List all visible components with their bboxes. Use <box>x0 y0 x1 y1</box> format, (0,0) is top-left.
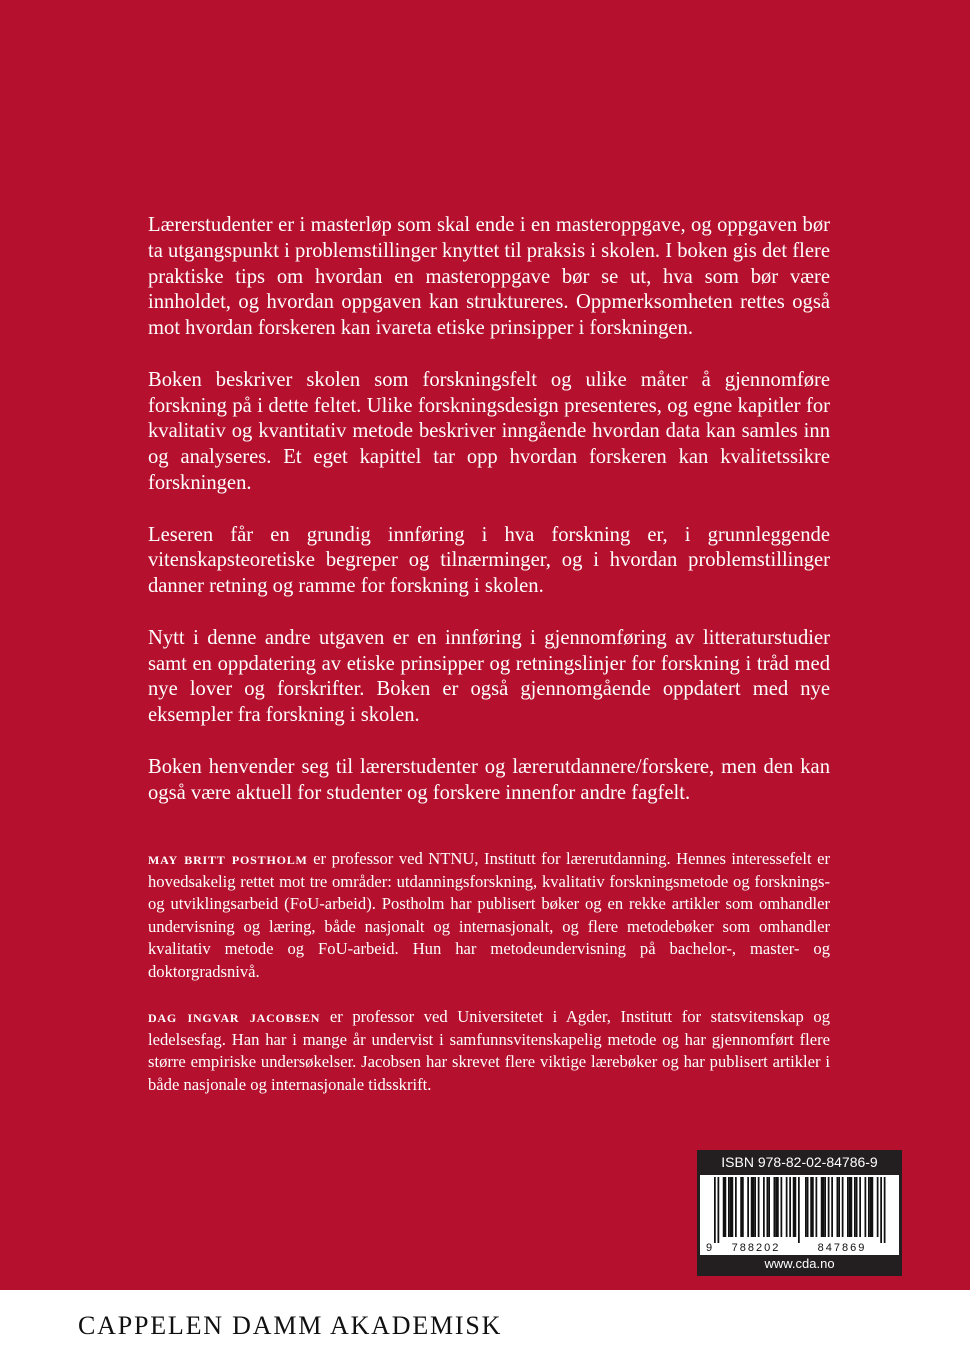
author-bios <box>148 848 830 1119</box>
barcode-bar <box>872 1177 874 1237</box>
publisher-logo: CAPPELEN DAMM AKADEMISK <box>78 1311 503 1340</box>
barcode-bar <box>837 1177 839 1237</box>
barcode-bar <box>742 1177 744 1237</box>
barcode-bar <box>753 1177 755 1237</box>
barcode-bar <box>781 1177 783 1237</box>
isbn-label: ISBN 978-82-02-84786-9 <box>721 1154 878 1170</box>
barcode-bar <box>754 1177 756 1237</box>
author-bio <box>148 1006 830 1096</box>
blurb-paragraph: Boken beskriver skolen som forskningsfelt og ulike måter å gjennomføre forskning på i dette feltet. Ulike forskningsdesign presenteres, og egne kapitler for kvalitativ og kvantitativ metode beskriver inngående hvordan data kan samles inn og analyseres. Et eget kapittel tar opp hvordan forskeren kan kvalitetssikre forskningen. <box>148 368 830 494</box>
barcode-bar <box>723 1177 725 1237</box>
barcode-bar <box>884 1177 886 1243</box>
barcode-bar <box>824 1177 826 1237</box>
barcode-bar <box>877 1177 879 1237</box>
barcode-digits-left: 788202 <box>731 1242 781 1254</box>
barcode-bar <box>793 1177 795 1237</box>
barcode-bar <box>740 1177 742 1237</box>
author-name: dag ingvar jacobsen <box>148 1007 321 1027</box>
barcode-bar <box>789 1177 791 1237</box>
barcode-bar <box>849 1177 851 1237</box>
barcode-bar <box>763 1177 765 1237</box>
barcode-digit-lead: 9 <box>706 1242 713 1254</box>
barcode-bar <box>786 1177 788 1237</box>
barcode-bar <box>854 1177 856 1237</box>
barcode-bar <box>777 1177 779 1237</box>
blurb-paragraph: Lærerstudenter er i masterløp som skal ende i en masteroppgave, og oppgaven bør ta utgangspunkt i problemstillinger knyttet til praksis i skolen. I boken gis det flere praktiske tips om hvordan en masteroppgave bør se ut, hva som bør være innholdet, og hvordan oppgaven kan struktureres. Oppmerksomheten rettes også mot hvordan forskeren kan ivareta etiske prinsipper i forskningen. <box>148 214 830 340</box>
blurb-paragraph: Nytt i denne andre utgaven er en innføring i gjennomføring av litteraturstudier samt en oppdatering av etiske prinsipper og retningslinjer for forskning i tråd med nye lover og forskrifter. Boken er også gjennomgående oppdatert med nye eksempler fra forskning i skolen. <box>148 626 830 727</box>
barcode-bar <box>807 1177 809 1237</box>
barcode-bar <box>831 1177 833 1237</box>
author-bio-text: er professor ved NTNU, Institutt for lærerutdanning. Hennes interessefelt er hovedsakelig rettet mot tre områder: utdanningsforskning, kvalitativ forskningsmetode og forsknings- og utviklingsarbeid (FoU-arbeid). Postholm har publisert bøker og en rekke artikler som omhandler undervisning og læring, både nasjonalt og internasjonalt, og flere metodebøker som omhandler kvalitativ metode og FoU-arbeid. Hun har metodeundervisning på bachelor-, master- og doktorgradsnivå. <box>148 849 830 981</box>
barcode-bar <box>767 1177 769 1237</box>
barcode-bar <box>747 1177 749 1237</box>
author-bio <box>148 848 830 984</box>
barcode-bar <box>751 1177 753 1237</box>
barcode-bar <box>838 1177 840 1237</box>
barcode-digits-right: 847869 <box>817 1242 867 1254</box>
barcode-bar <box>859 1177 861 1237</box>
barcode <box>700 1175 899 1255</box>
cover-blurb <box>148 213 830 832</box>
barcode-bar <box>758 1177 760 1237</box>
barcode-bar <box>718 1177 720 1243</box>
barcode-bar <box>823 1177 825 1237</box>
barcode-bar <box>816 1177 818 1237</box>
barcode-bar <box>870 1177 872 1237</box>
barcode-bar <box>768 1177 770 1237</box>
barcode-bar <box>821 1177 823 1237</box>
barcode-bar <box>868 1177 870 1237</box>
publisher-url: www.cda.no <box>764 1256 835 1271</box>
barcode-bar <box>725 1177 727 1237</box>
barcode-bar <box>795 1177 797 1237</box>
blurb-paragraph: Boken henvender seg til lærerstudenter og lærerutdannere/forskere, men den kan også være aktuell for studenter og forskere innenfor andre fagfelt. <box>148 755 830 804</box>
barcode-bar <box>880 1177 882 1243</box>
barcode-bar <box>810 1177 812 1237</box>
barcode-bar <box>774 1177 776 1237</box>
barcode-bar <box>812 1177 814 1237</box>
barcode-bar <box>856 1177 858 1237</box>
barcode-bar <box>732 1177 734 1237</box>
barcode-bar <box>714 1177 716 1243</box>
barcode-bar <box>735 1177 737 1237</box>
author-bio-text: er professor ved Universitetet i Agder, Institutt for statsvitenskap og ledelsesfag. Han har i mange år undervist i samfunnsvitenskapelig metode og har gjennomført flere større empiriske undersøkelser. Jacobsen har skrevet flere viktige lærebøker og har publisert artikler i både nasjonale og internasjonale tidsskrift. <box>148 1007 830 1094</box>
barcode-bar <box>842 1177 844 1237</box>
barcode-bar <box>865 1177 867 1237</box>
barcode-bar <box>775 1177 777 1237</box>
barcode-bar <box>728 1177 730 1237</box>
barcode-bar <box>730 1177 732 1237</box>
barcode-bar <box>851 1177 853 1237</box>
barcode-graphic <box>700 1175 899 1255</box>
barcode-bar <box>828 1177 830 1237</box>
blurb-paragraph: Leseren får en grundig innføring i hva forskning er, i grunnleggende vitenskapsteoretiske begreper og tilnærminger, og i hvordan problemstillinger danner retning og ramme for forskning i skolen. <box>148 523 830 598</box>
barcode-bar <box>805 1177 807 1237</box>
author-name: may britt postholm <box>148 849 308 868</box>
barcode-bar <box>798 1177 800 1243</box>
isbn-barcode-box <box>697 1150 902 1276</box>
barcode-bar <box>847 1177 849 1237</box>
